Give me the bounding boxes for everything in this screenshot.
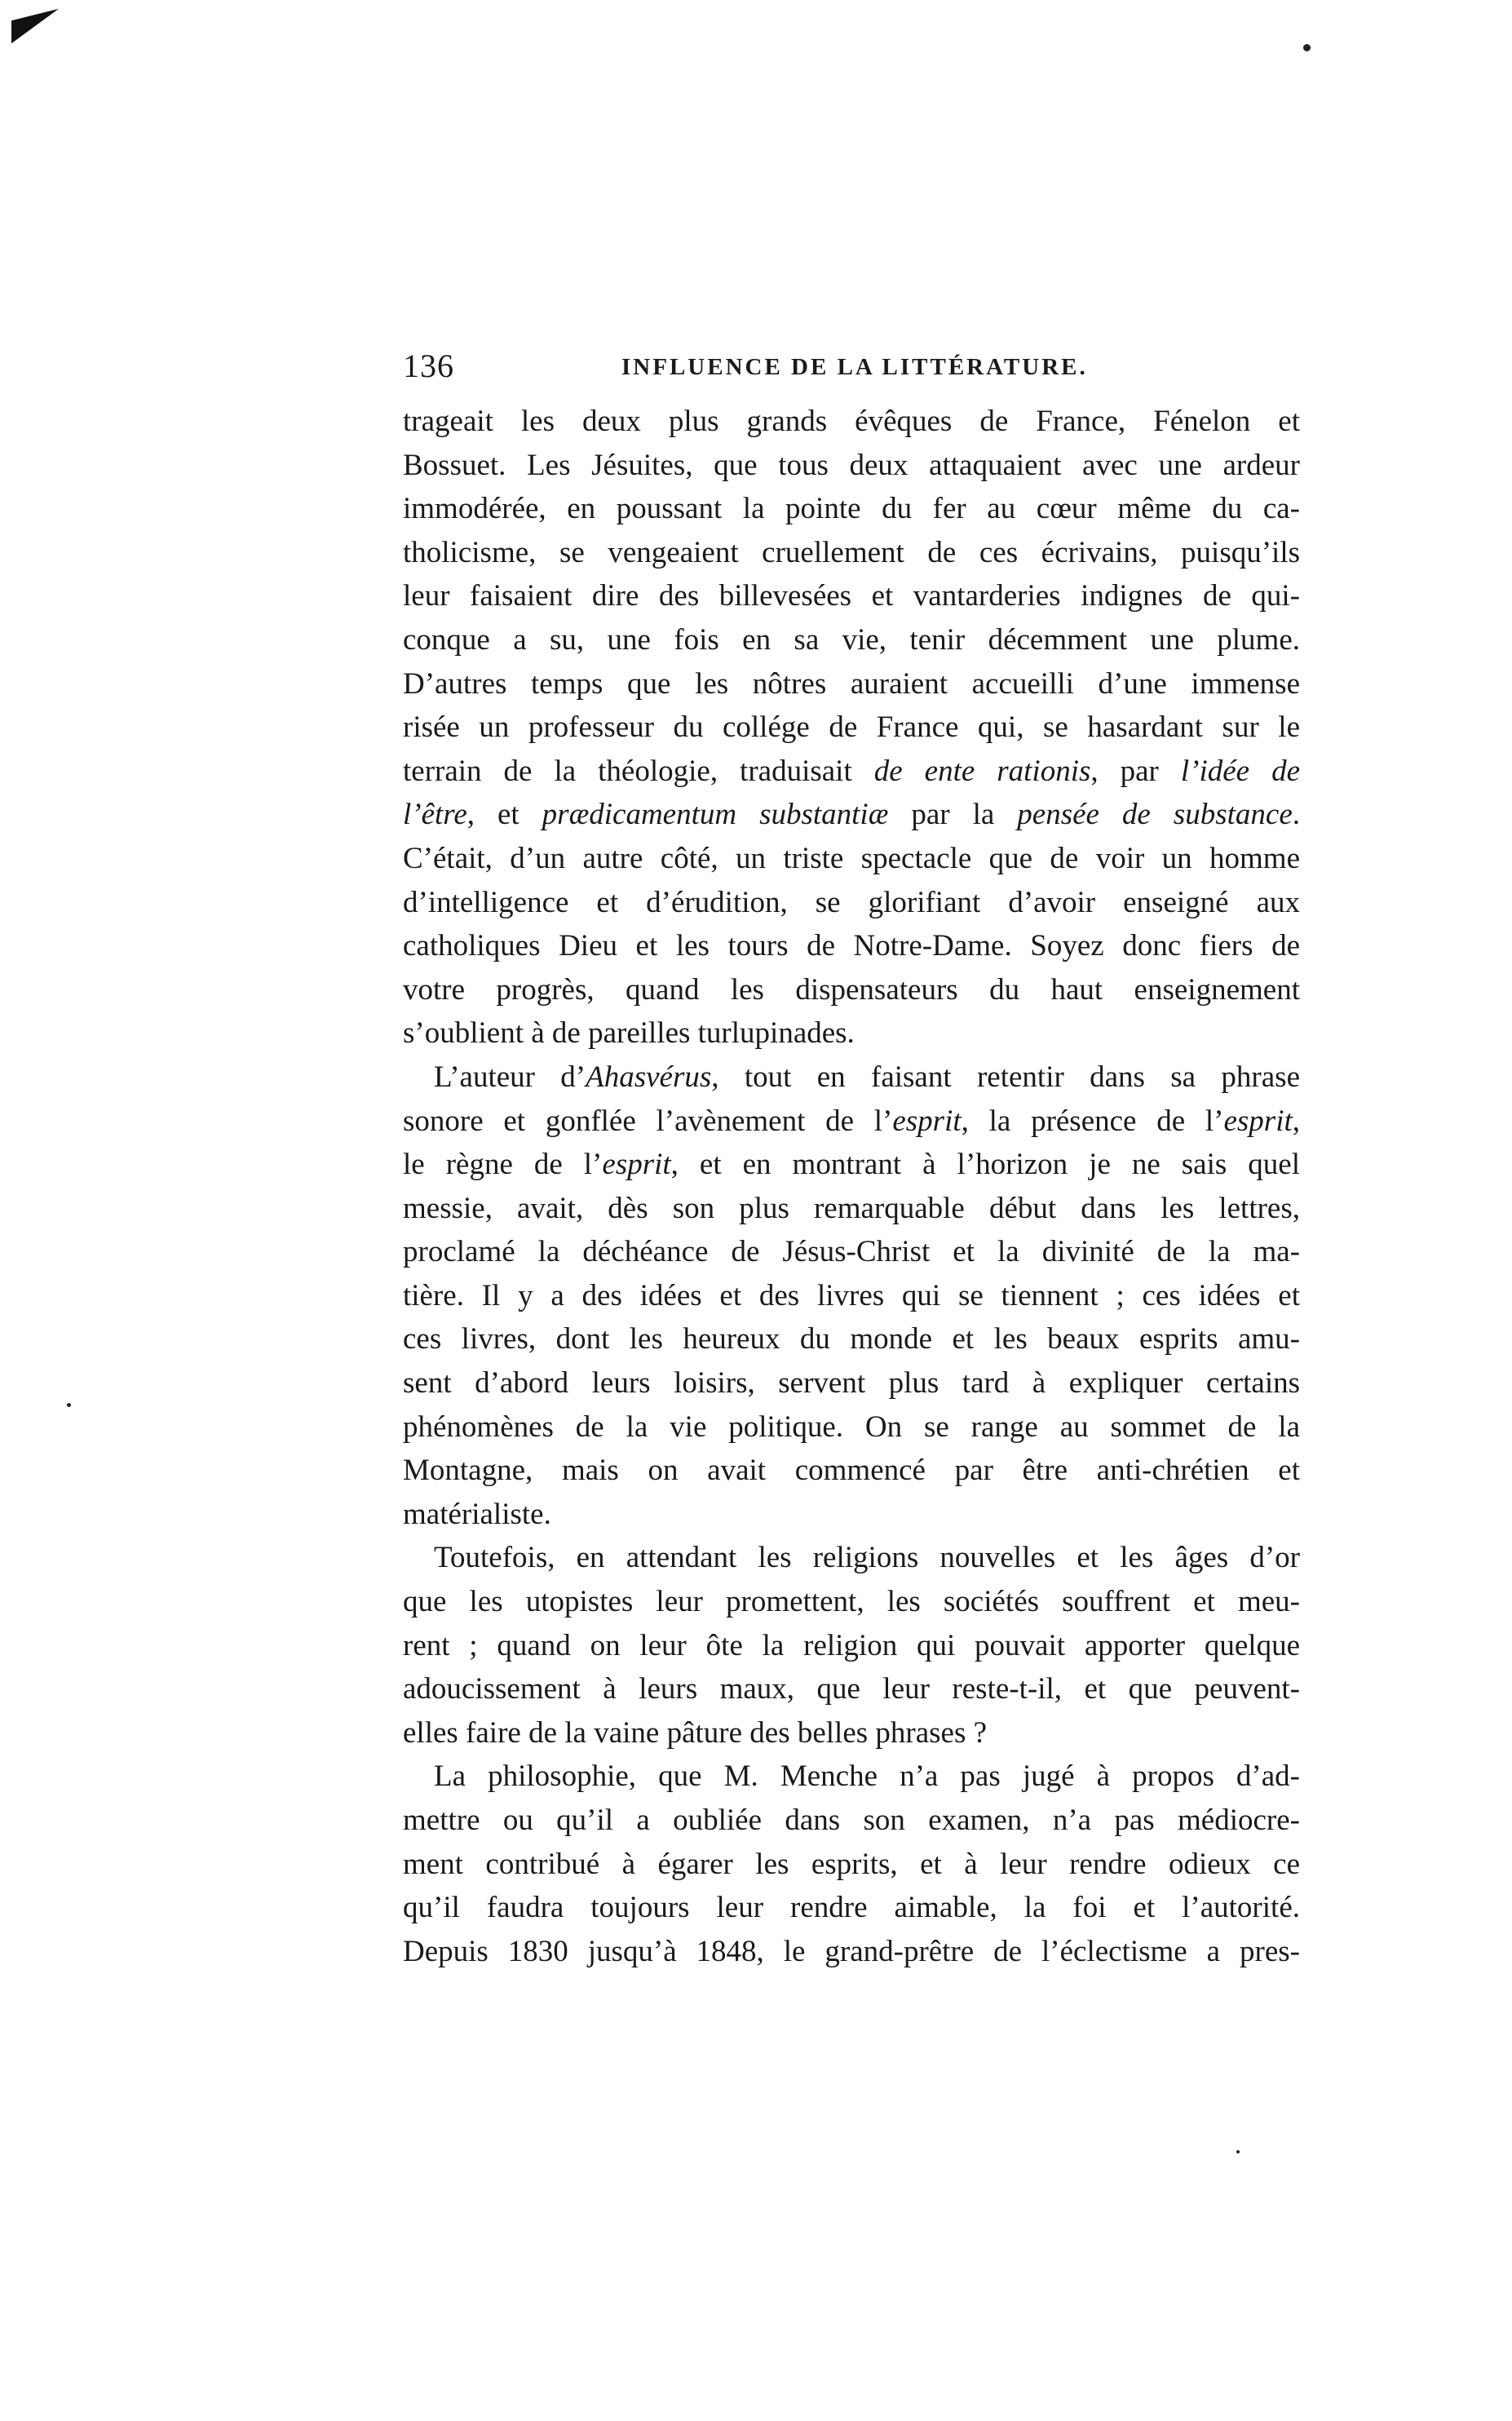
text-line: Toutefois, en attendant les religions nouvelles et les âges d’or <box>434 1541 1300 1575</box>
text-line: immodérée, en poussant la pointe du fer au cœur même du ca- <box>403 492 1300 526</box>
text-line: trageait les deux plus grands évêques de France, Fénelon et <box>403 405 1300 438</box>
text-line: que les utopistes leur promettent, les sociétés souffrent et meu- <box>403 1585 1300 1619</box>
text-line: ces livres, dont les heureux du monde et les beaux esprits amu- <box>403 1322 1300 1357</box>
text-line: Montagne, mais on avait commencé par être anti-chrétien et <box>403 1454 1300 1488</box>
text-line: ment contribué à égarer les esprits, et à leur rendre odieux ce <box>403 1847 1300 1881</box>
scan-speck <box>67 1403 71 1407</box>
page-number: 136 <box>403 347 454 384</box>
text-line: terrain de la théologie, traduisait de ente rationis, par l’idée de <box>403 754 1300 788</box>
text-line: Depuis 1830 jusqu’à 1848, le grand-prêtre de l’éclectisme a pres- <box>403 1934 1300 1968</box>
text-line: leur faisaient dire des billevesées et vantarderies indignes de qui- <box>403 579 1300 613</box>
text-line: sent d’abord leurs loisirs, servent plus tard à expliquer certains <box>403 1366 1300 1401</box>
text-line: adoucissement à leurs maux, que leur reste-t-il, et que peuvent- <box>403 1672 1300 1706</box>
body-text <box>403 400 1300 1973</box>
text-line: sonore et gonflée l’avènement de l’esprit, la présence de l’esprit, <box>403 1104 1301 1138</box>
running-header <box>403 346 1300 387</box>
scan-speck <box>1303 44 1311 51</box>
text-line: elles faire de la vaine pâture des belles phrases ? <box>403 1715 988 1750</box>
text-line: risée un professeur du collége de France qui, se hasardant sur le <box>403 710 1300 745</box>
text-line: l’être, et prædicamentum substantiæ par la pensée de substance. <box>403 798 1300 832</box>
text-line: rent ; quand on leur ôte la religion qui pouvait apporter quelque <box>403 1628 1300 1662</box>
running-title: INFLUENCE DE LA LITTÉRATURE. <box>621 354 1088 380</box>
scan-speck <box>1236 2150 1240 2153</box>
text-line: tholicisme, se vengeaient cruellement de ces écrivains, puisqu’ils <box>403 535 1300 569</box>
text-line: phénomènes de la vie politique. On se range au sommet de la <box>403 1410 1300 1444</box>
text-line: votre progrès, quand les dispensateurs du haut enseignement <box>403 972 1300 1007</box>
text-line: qu’il faudra toujours leur rendre aimable, la foi et l’autorité. <box>403 1891 1300 1925</box>
text-line: messie, avait, dès son plus remarquable début dans les lettres, <box>403 1191 1300 1225</box>
text-line: le règne de l’esprit, et en montrant à l’horizon je ne sais quel <box>403 1148 1300 1182</box>
text-line: Bossuet. Les Jésuites, que tous deux attaquaient avec une ardeur <box>403 448 1300 482</box>
text-line: tière. Il y a des idées et des livres qui se tiennent ; ces idées et <box>403 1278 1300 1312</box>
text-line: C’était, d’un autre côté, un triste spectacle que de voir un homme <box>403 841 1300 875</box>
text-line: matérialiste. <box>403 1497 551 1531</box>
text-line: catholiques Dieu et les tours de Notre-Dame. Soyez donc fiers de <box>403 929 1300 963</box>
text-line: s’oublient à de pareilles turlupinades. <box>403 1016 855 1051</box>
text-line: La philosophie, que M. Menche n’a pas jugé à propos d’ad- <box>434 1759 1300 1794</box>
text-line: L’auteur d’Ahasvérus, tout en faisant retentir dans sa phrase <box>434 1060 1300 1094</box>
text-line: D’autres temps que les nôtres auraient accueilli d’une immense <box>403 666 1300 701</box>
text-line: d’intelligence et d’érudition, se glorifiant d’avoir enseigné aux <box>403 885 1300 919</box>
text-line: proclamé la déchéance de Jésus-Christ et la divinité de la ma- <box>403 1235 1300 1269</box>
corner-scan-mark <box>11 9 59 43</box>
text-line: mettre ou qu’il a oubliée dans son examen, n’a pas médiocre- <box>403 1804 1300 1837</box>
text-line: conque a su, une fois en sa vie, tenir décemment une plume. <box>403 622 1300 657</box>
